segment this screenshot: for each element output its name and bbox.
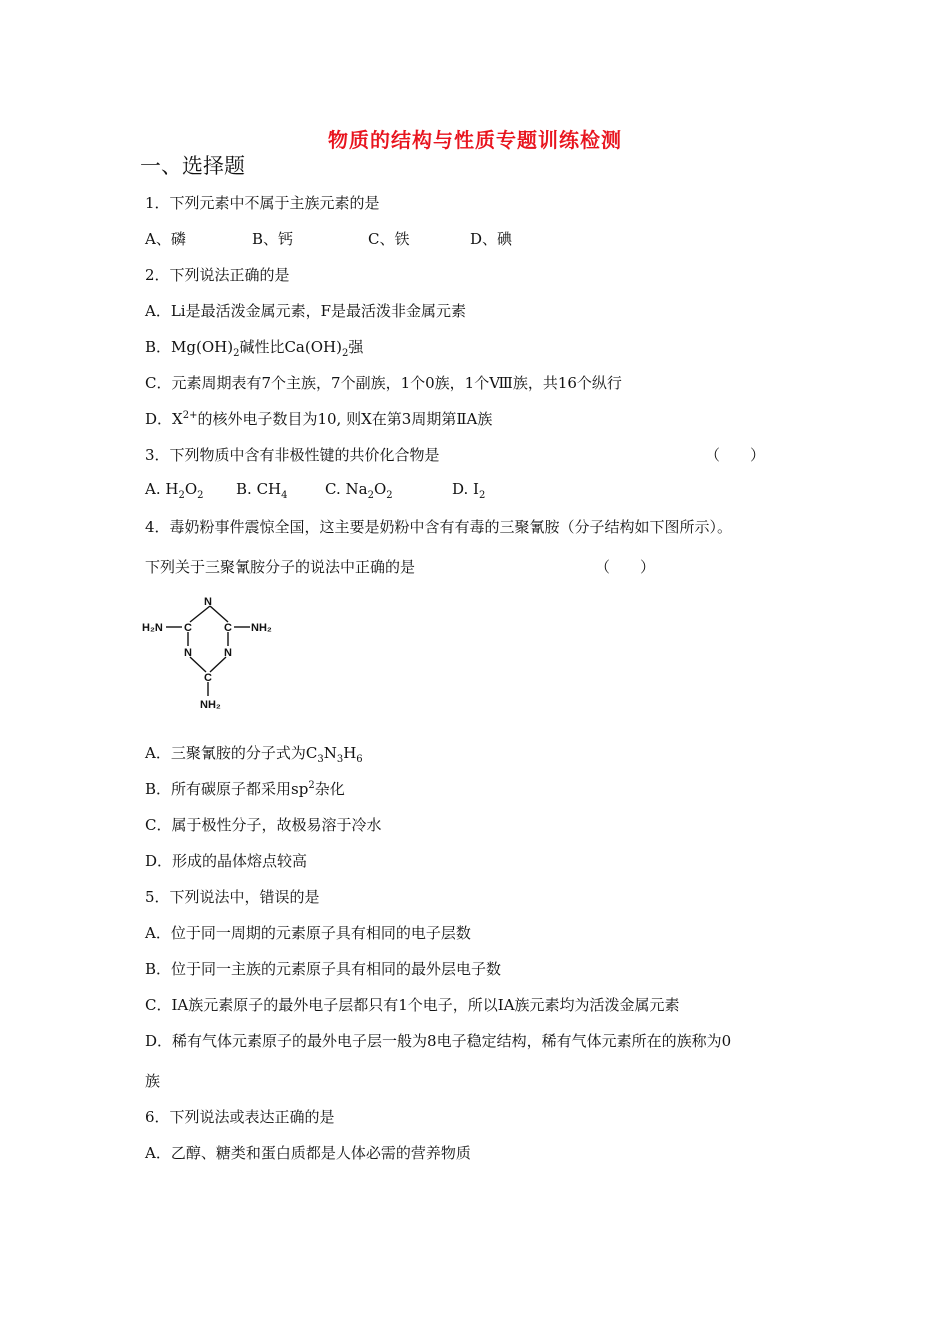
q4-option-d: D．形成的晶体熔点较高: [145, 852, 308, 870]
atom-n-top: N: [204, 596, 212, 608]
q3-choice-d: D. $I_2$: [452, 480, 486, 501]
q4-option-b: B．所有碳原子都采用$sp^2$杂化: [145, 780, 345, 798]
q1-stem: 1．下列元素中不属于主族元素的是: [145, 194, 380, 212]
bond-n1-c6: [210, 606, 228, 622]
group-nh2-right: NH₂: [251, 622, 272, 634]
q2-option-d: D．$X^{2+}$的核外电子数目为10, 则X在第3周期第ⅡA族: [145, 410, 493, 428]
q4-answer-blank: （ ）: [595, 558, 656, 576]
group-nh2-bottom: NH₂: [200, 699, 221, 711]
q6-option-a: A．乙醇、糖类和蛋白质都是人体必需的营养物质: [145, 1144, 471, 1162]
q4-stem-line1: 4．毒奶粉事件震惊全国，这主要是奶粉中含有有毒的三聚氰胺（分子结构如下图所示）。: [145, 518, 733, 536]
q5-option-d-continued: 族: [145, 1072, 161, 1090]
section-heading: 一、选择题: [140, 154, 245, 178]
q3-choice-c: C. $Na_2O_2$: [325, 480, 393, 501]
atom-n-left: N: [184, 647, 192, 659]
q1-choice-a: A、磷: [145, 230, 186, 248]
q3-stem: 3．下列物质中含有非极性键的共价化合物是: [145, 446, 440, 464]
q2-option-c: C．元素周期表有7个主族，7个副族，1个0族，1个Ⅷ族，共16个纵行: [145, 374, 622, 392]
bond-n1-c2: [190, 606, 210, 622]
q5-option-d: D．稀有气体元素原子的最外电子层一般为8电子稳定结构，稀有气体元素所在的族称为0: [145, 1032, 732, 1050]
q3-choice-a: A. $H_2O_2$: [145, 480, 204, 501]
atom-c-bottom: C: [204, 672, 212, 684]
q3-answer-blank: （ ）: [705, 446, 766, 464]
q2-option-a: A．Li是最活泼金属元素，F是最活泼非金属元素: [145, 302, 467, 320]
q3-choice-b: B. $CH_4$: [236, 480, 288, 501]
q5-option-a: A．位于同一周期的元素原子具有相同的电子层数: [145, 924, 471, 942]
atom-c-left: C: [184, 622, 192, 634]
q4-option-c: C．属于极性分子，故极易溶于冷水: [145, 816, 382, 834]
melamine-structure-diagram: [140, 592, 280, 717]
q2-stem: 2．下列说法正确的是: [145, 266, 290, 284]
page-title: 物质的结构与性质专题训练检测: [328, 128, 622, 152]
q1-choice-d: D、碘: [470, 230, 513, 248]
q5-option-b: B．位于同一主族的元素原子具有相同的最外层电子数: [145, 960, 502, 978]
group-nh2-left: H₂N: [142, 622, 163, 634]
q4-option-a: A．三聚氰胺的分子式为$C_3N_3H_6$: [145, 744, 363, 765]
bond-n3-c4: [190, 657, 206, 672]
q5-stem: 5．下列说法中，错误的是: [145, 888, 320, 906]
atom-c-right: C: [224, 622, 232, 634]
q2-option-b: B．$Mg(OH)_2$碱性比$Ca(OH)_2$强: [145, 338, 364, 359]
bond-n5-c4: [210, 657, 226, 672]
q4-stem-line2: 下列关于三聚氰胺分子的说法中正确的是: [145, 558, 416, 576]
q1-choice-c: C、铁: [368, 230, 410, 248]
q1-choice-b: B、钙: [252, 230, 294, 248]
q6-stem: 6．下列说法或表达正确的是: [145, 1108, 335, 1126]
atom-n-right: N: [224, 647, 232, 659]
q5-option-c: C．IA族元素原子的最外电子层都只有1个电子，所以IA族元素均为活泼金属元素: [145, 996, 680, 1014]
